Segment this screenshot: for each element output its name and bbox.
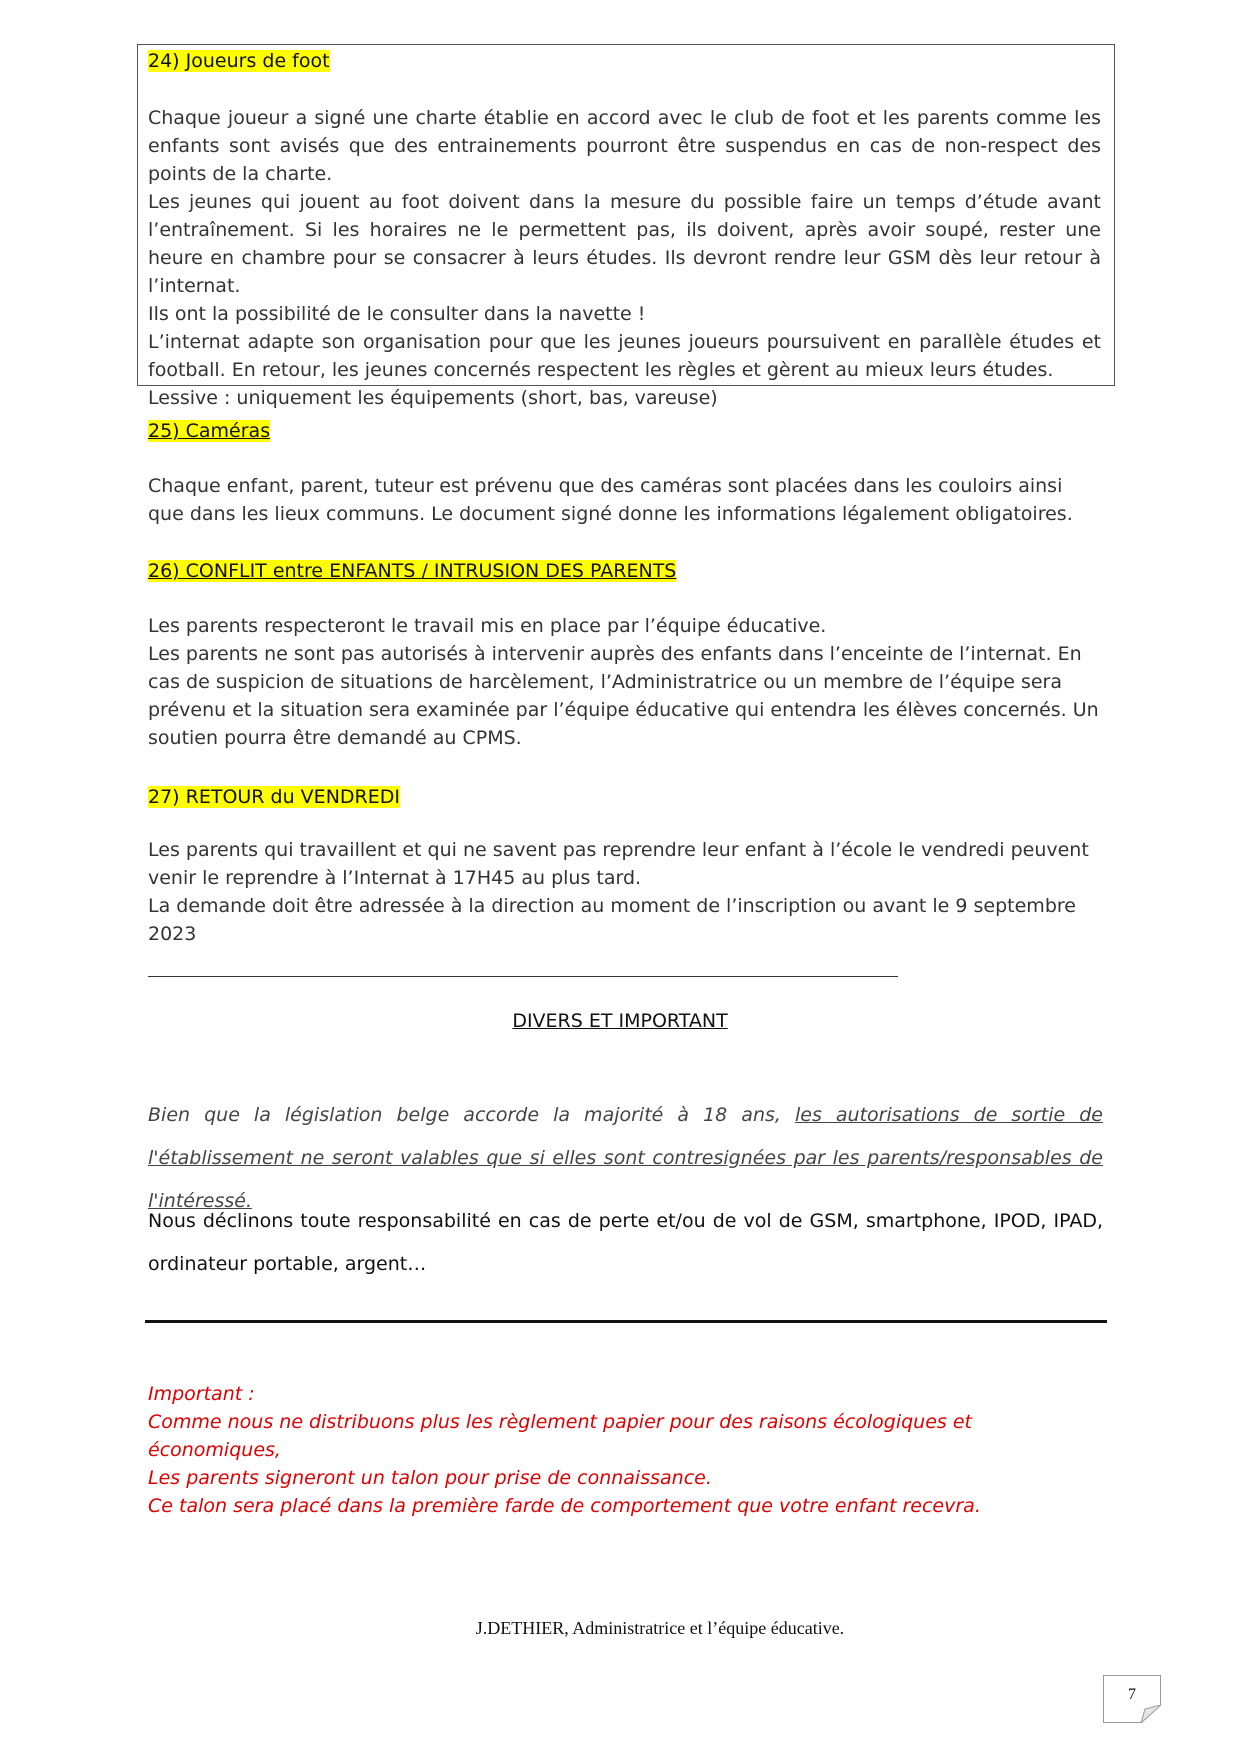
- thick-separator-line: [145, 1320, 1107, 1323]
- section-27-title-text: 27) RETOUR du VENDREDI: [148, 786, 400, 808]
- section-26-title-text: 26) CONFLIT entre ENFANTS / INTRUSION DES PARENTS: [148, 560, 677, 582]
- responsibility-notice: Nous déclinons toute responsabilité en cas de perte et/ou de vol de GSM, smartphone, IPOD, IPAD, ordinateur portable, argent…: [148, 1210, 1103, 1275]
- section-24-paragraph: L’internat adapte son organisation pour que les jeunes joueurs poursuivent en parallèle études et football. En retour, les jeunes concernés respectent les règles et gèrent au mieux leurs études.: [148, 331, 1101, 381]
- section-26-body: [148, 612, 1101, 752]
- section-24-paragraph: Lessive : uniquement les équipements (short, bas, vareuse): [148, 387, 718, 409]
- page-number-box: [1103, 1675, 1161, 1723]
- divers-title-text: DIVERS ET IMPORTANT: [512, 1010, 728, 1032]
- section-24-title: [148, 48, 330, 74]
- important-notice: [148, 1380, 1108, 1520]
- important-label: Important :: [148, 1383, 255, 1405]
- majority-notice-text: Bien que la législation belge accorde la majorité à 18 ans,: [148, 1104, 795, 1126]
- section-24-title-text: 24) Joueurs de foot: [148, 50, 330, 72]
- section-27-paragraph: Les parents qui travaillent et qui ne savent pas reprendre leur enfant à l’école le vendredi peuvent venir le reprendre à l’Internat à 17H45 au plus tard.: [148, 839, 1089, 889]
- important-line: Les parents signeront un talon pour prise de connaissance.: [148, 1467, 712, 1489]
- section-27-body: [148, 836, 1101, 948]
- section-27-paragraph: La demande doit être adressée à la direction au moment de l’inscription ou avant le 9 septembre 2023: [148, 895, 1076, 945]
- page-number: 7: [1128, 1686, 1136, 1703]
- section-25-body: [148, 472, 1101, 528]
- divers-title: [0, 1010, 1240, 1032]
- important-line: Ce talon sera placé dans la première farde de comportement que votre enfant recevra.: [148, 1495, 981, 1517]
- section-26-paragraph: Les parents respecteront le travail mis en place par l’équipe éducative.: [148, 615, 827, 637]
- section-27-title: [148, 784, 400, 810]
- majority-notice-underlined: les autorisations de sortie de l'établissement ne seront valables que si elles sont contresignées par les parents/responsables de l'intéressé.: [148, 1104, 1103, 1212]
- section-24-paragraph: Les jeunes qui jouent au foot doivent dans la mesure du possible faire un temps d’étude avant l’entraînement. Si les horaires ne le permettent pas, ils doivent, après avoir soupé, rester une heure en chambre pour se consacrer à leurs études. Ils devront rendre leur GSM dès leur retour à l’internat.: [148, 191, 1101, 297]
- section-26-paragraph: Les parents ne sont pas autorisés à intervenir auprès des enfants dans l’enceinte de l’internat. En cas de suspicion de situations de harcèlement, l’Administratrice ou un membre de l’équipe sera prévenu et la situation sera examinée par l’équipe éducative qui entendra les élèves concernés. Un soutien pourra être demandé au CPMS.: [148, 643, 1099, 749]
- important-line: Comme nous ne distribuons plus les règlement papier pour des raisons écologiques et économiques,: [148, 1411, 972, 1461]
- section-26-title: [148, 558, 676, 584]
- signature: J.DETHIER, Administratrice et l’équipe éducative.: [475, 1618, 845, 1638]
- section-24-paragraph: Chaque joueur a signé une charte établie en accord avec le club de foot et les parents comme les enfants sont avisés que des entrainements pourront être suspendus en cas de non-respect des points de la charte.: [148, 107, 1101, 185]
- section-25-paragraph: Chaque enfant, parent, tuteur est prévenu que des caméras sont placées dans les couloirs ainsi que dans les lieux communs. Le document signé donne les informations légalement obligatoires.: [148, 475, 1073, 525]
- page-curl-icon: [1141, 1705, 1161, 1723]
- separator-line: [148, 976, 898, 977]
- section-25-title-text: 25) Caméras: [148, 420, 271, 442]
- section-24-paragraph: Ils ont la possibilité de le consulter dans la navette !: [148, 303, 646, 325]
- section-24-body: [148, 104, 1101, 412]
- section-25-title: [148, 418, 270, 444]
